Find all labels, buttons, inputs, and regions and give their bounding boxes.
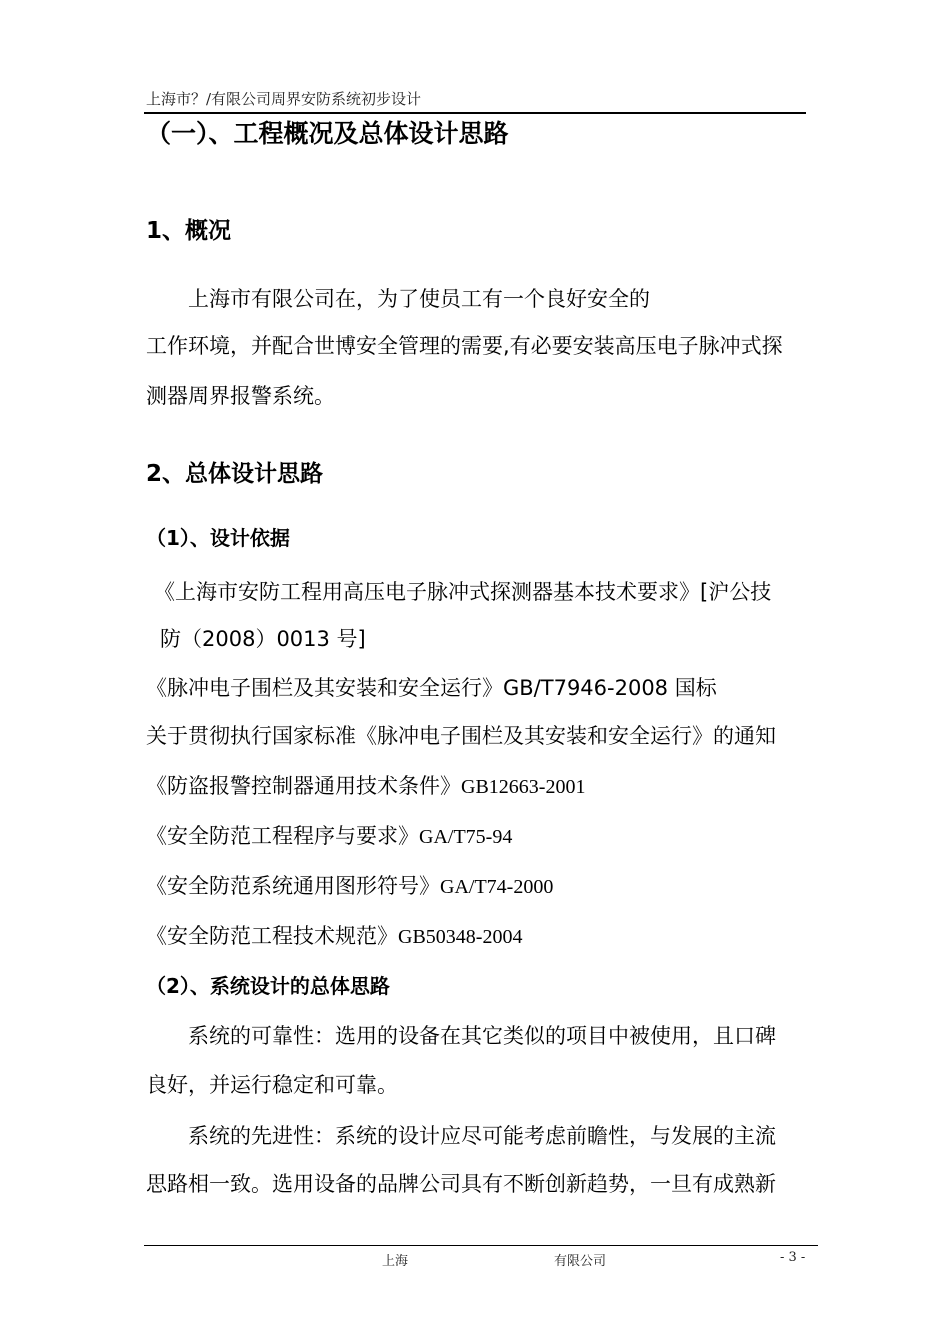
section-title: （一）、工程概况及总体设计思路 bbox=[146, 119, 509, 148]
approach-line-4: 思路相一致。选用设备的品牌公司具有不断创新趋势，一旦有成熟新 bbox=[146, 1172, 776, 1196]
approach-line-1: 系统的可靠性：选用的设备在其它类似的项目中被使用，且口碑 bbox=[188, 1024, 776, 1048]
design-heading: 2、总体设计思路 bbox=[146, 461, 324, 487]
footer-rule bbox=[144, 1245, 818, 1246]
reference-item: 《脉冲电子围栏及其安装和安全运行》GB/T7946-2008 国标 bbox=[146, 676, 717, 700]
overview-heading: 1、概况 bbox=[146, 218, 232, 244]
footer-center: 有限公司 bbox=[554, 1254, 607, 1269]
approach-line-2: 良好，并运行稳定和可靠。 bbox=[146, 1073, 398, 1097]
reference-item: 关于贯彻执行国家标准《脉冲电子围栏及其安装和安全运行》的通知 bbox=[146, 724, 776, 748]
overview-line-3: 测器周界报警系统。 bbox=[146, 384, 335, 408]
reference-item: 《安全防范工程程序与要求》GA/T75-94 bbox=[146, 824, 513, 848]
footer-left: 上海 bbox=[382, 1254, 409, 1269]
page-number: - 3 - bbox=[780, 1250, 806, 1265]
approach-line-3: 系统的先进性：系统的设计应尽可能考虑前瞻性，与发展的主流 bbox=[188, 1124, 776, 1148]
reference-item: 《上海市安防工程用高压电子脉冲式探测器基本技术要求》[沪公技 bbox=[154, 580, 772, 604]
reference-item: 《防盗报警控制器通用技术条件》GB12663-2001 bbox=[146, 774, 586, 798]
basis-heading: （1）、设计依据 bbox=[146, 526, 290, 550]
approach-heading: （2）、系统设计的总体思路 bbox=[146, 974, 390, 998]
running-header: 上海市？/有限公司周界安防系统初步设计 bbox=[146, 90, 422, 108]
overview-line-2: 工作环境，并配合世博安全管理的需要,有必要安装高压电子脉冲式探 bbox=[146, 334, 783, 358]
reference-item: 《安全防范工程技术规范》GB50348-2004 bbox=[146, 924, 523, 948]
reference-item: 《安全防范系统通用图形符号》GA/T74-2000 bbox=[146, 874, 554, 898]
overview-line-1: 上海市有限公司在，为了使员工有一个良好安全的 bbox=[188, 287, 650, 311]
reference-item: 防（2008）0013 号] bbox=[160, 627, 366, 651]
